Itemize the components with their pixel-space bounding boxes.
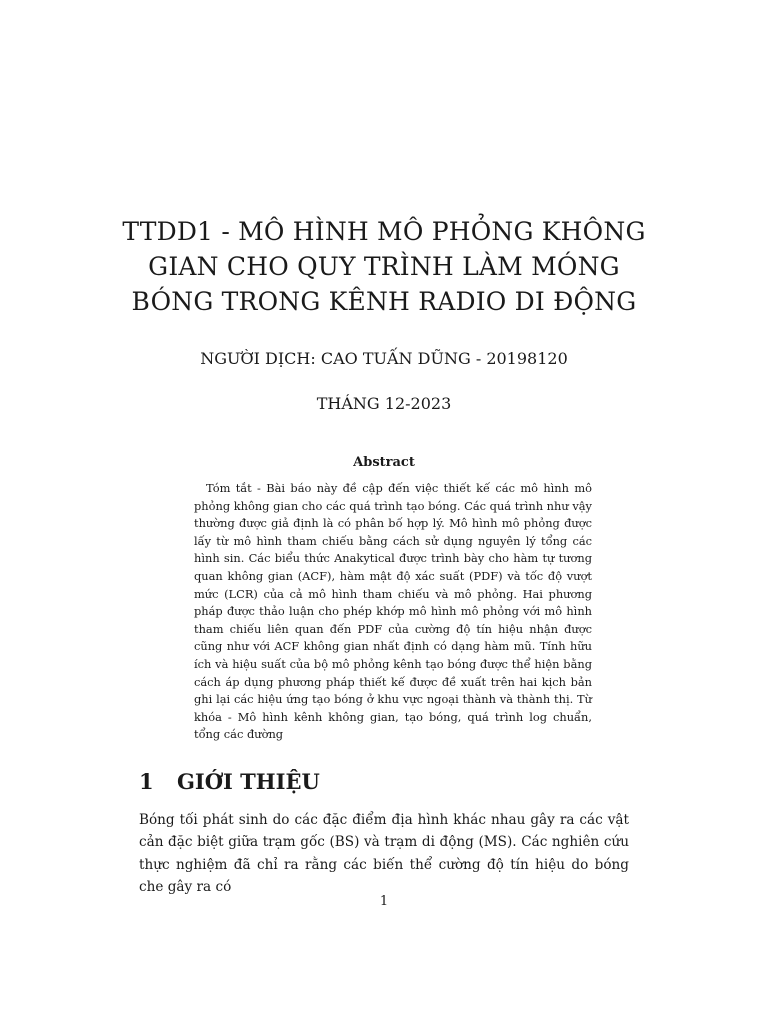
author-line: NGƯỜI DỊCH: CAO TUẤN DŨNG - 20198120 xyxy=(200,349,568,368)
date-line: THÁNG 12-2023 xyxy=(316,394,452,413)
section-title: GIỚI THIỆU xyxy=(177,769,320,794)
document-title: TTDD1 - MÔ HÌNH MÔ PHỎNG KHÔNG GIAN CHO QUY TRÌNH LÀM MÓNG BÓNG TRONG KÊNH RADIO DI ĐỘNG xyxy=(122,217,646,316)
abstract-heading: Abstract xyxy=(353,455,415,470)
page-number: 1 xyxy=(379,894,389,909)
abstract-text: Tóm tắt - Bài báo này đề cập đến việc thiết kế các mô hình mô phỏng không gian cho các quá trình tạo bóng. Các quá trình như vậy thường được giả định là có phân bố hợp lý. Mô hình mô phỏng được lấy từ mô hình tham chiếu bằng cách sử dụng nguyên lý tổng các hình sin. Các biểu thức Anakytical được trình bày cho hàm tự tương quan không gian (ACF), hàm mật độ xác suất (PDF) và tốc độ vượt mức (LCR) của cả mô hình tham chiếu và mô phỏng. Hai phương pháp được thảo luận cho phép khớp mô hình mô phỏng với mô hình tham chiếu liên quan đến PDF của cường độ tín hiệu nhận được cũng như với ACF không gian nhất định có dạng hàm mũ. Tính hữu ích và hiệu suất của bộ mô phỏng kênh tạo bóng được thể hiện bằng cách áp dụng phương pháp thiết kế được đề xuất trên hai kịch bản ghi lại các hiệu ứng tạo bóng ở khu vực ngoại thành và thành thị. Từ khóa - Mô hình kênh không gian, tạo bóng, quá trình log chuẩn, tổng các đường xyxy=(194,481,592,742)
section-number: 1 xyxy=(139,769,154,794)
section-heading xyxy=(139,768,320,796)
section-body-text: Bóng tối phát sinh do các đặc điểm địa hình khác nhau gây ra các vật cản đặc biệt giữa trạm gốc (BS) và trạm di động (MS). Các nghiên cứu thực nghiệm đã chỉ ra rằng các biến thể cường độ tín hiệu do bóng che gây ra có xyxy=(139,812,629,896)
